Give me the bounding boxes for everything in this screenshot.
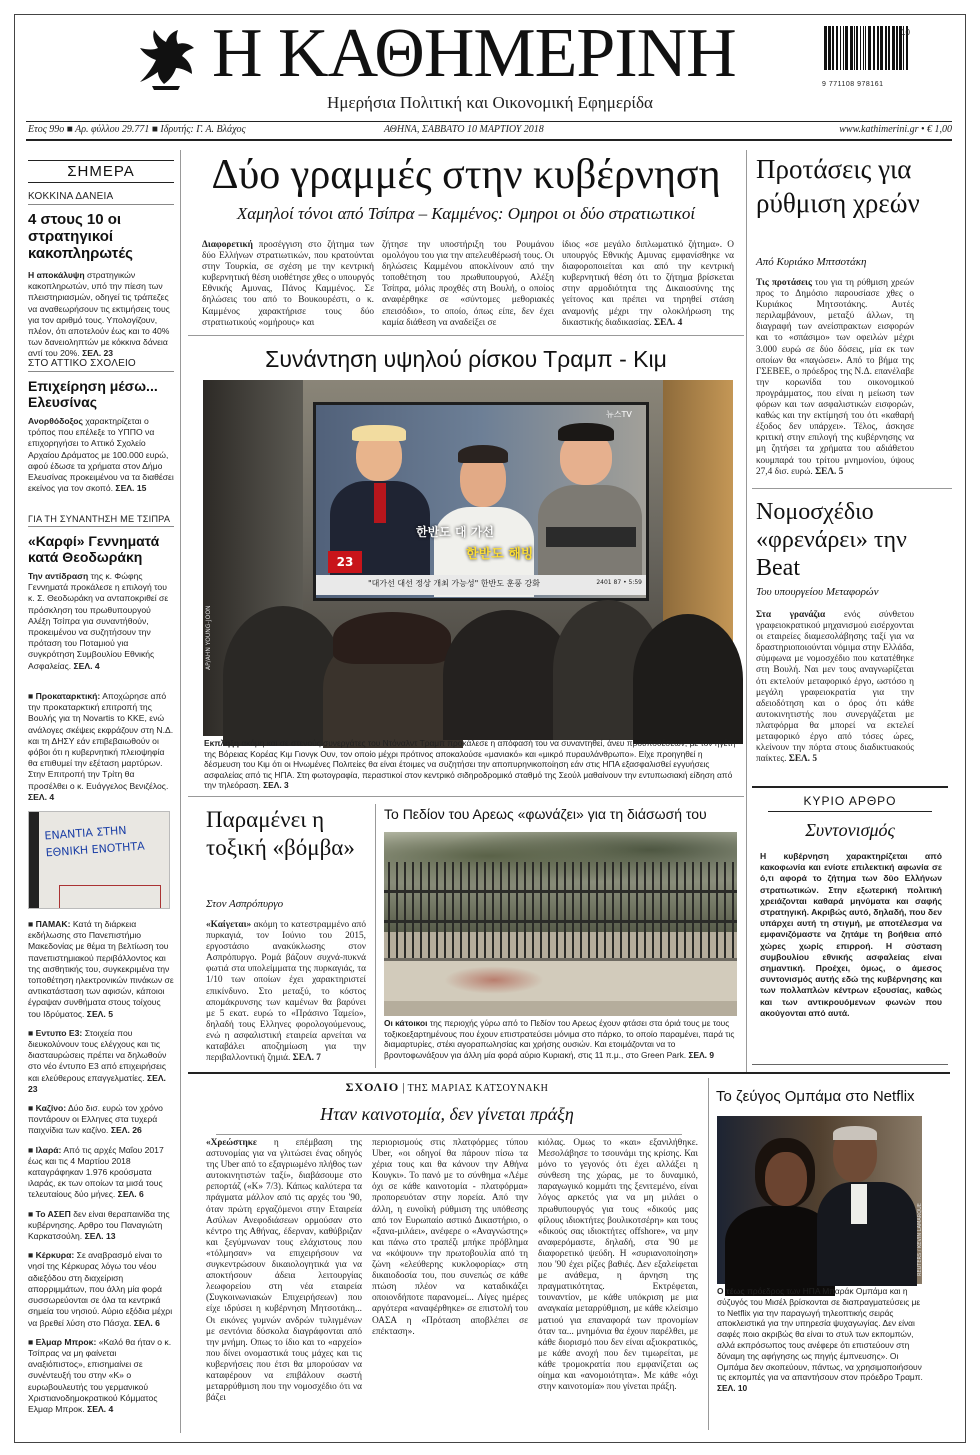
- commentary-column: περιορισμούς στις πλατφόρμες τύπου Uber, «οι οδηγοί θα πάρουν πίσω τα χέρια τους και θα κάνουν την Αθήνα Κουγκι». Το πανό με το σύνθημα «Λέμε όχι σε κάθε καινοτομία - πλατφόρμα» προπορευόταν στην πορεία. Από την άλλη, η ευνοϊκή ρύθμιση της υπόθεσης από τον Ευρωπαίο αστικό Δικαστήριο, ο «ξανα-μιλάει», ανέφερε ο «Αναγνώστης» και πάνω στο τραπέζι μπήκε πρόβλημα να «κόψουν» την πρωτοβουλία από τη ζώνη «ελεύθερης κυκλοφορίας» στη δικαιοδοσία του, που συνεπώς σε κάθε πτώση πλέον να καταδικάζει οποιονδήποτε παρανομεί... Λίγες ημέρες αργότερα «αναφέρθηκε» σε επιστολή του ΟΑΣΑ η «Πρόταση αποβλέπει σε επέκταση».: [372, 1138, 528, 1337]
- sidebar: [28, 148, 174, 1433]
- park-text: της περιοχής γύρω από το Πεδίον του Αρεως έχουν φτάσει στα όριά τους με τους τοξικοεξαρτημένους που έχουν επιστρατεύσει μόνιμα στο πάρκο, το οποίο παραμένει, παρά τις διαμαρτυρίες, στέκι αγοραπωλησίας και χρήσης ουσιών. Και ετοιμάζονται να το βροντοφωνάξουν για άλλη μία φορά αύριο Κυριακή, στις 11 π.μ., στο Green Park.: [384, 1018, 735, 1060]
- mid-divider: [375, 804, 376, 1068]
- bullet-icon: ■: [28, 919, 36, 929]
- sidebar-text: [28, 416, 174, 506]
- bullet-icon: ■: [28, 1250, 36, 1261]
- masthead-title: Η ΚΑΘΗΜΕΡΙΝΗ: [212, 15, 736, 92]
- editorial-kicker: ΚΥΡΙΟ ΑΡΘΡΟ: [768, 794, 932, 812]
- mid-text: ακόμη το κατεστραμμένο από πυρκαγιά, τον Ιούνιο του 2015, εργοστάσιο ανακύκλωσης στον Ασπρόπυργο. Ρομά βάζουν συχνά-πυκνά φωτιά στα υπολείμματα της πυρκαγιάς, τα 1/10 των οποίων έχει χαρακτηριστεί επικίνδυνο. Στο μεταξύ, το κόστος απομάκρυνσης των καμένων θα βαρύνει με 5 εκατ. ευρώ το «Πράσινο Ταμείο», δηλαδή τους Ελληνες φορολογούμενους, ενώ η ασφαλιστική εταιρεία αρνείται να καταβάλει αποζημίωση για την περιβαλλοντική ζημιά.: [206, 920, 367, 1064]
- fence-bar: [580, 862, 582, 962]
- fence-bar: [484, 862, 486, 962]
- tv-screen: [313, 402, 649, 601]
- lead-column: [562, 240, 734, 328]
- barcode-bar: [888, 26, 890, 70]
- commentary-column: [206, 1138, 362, 1430]
- sidebar-bullet: [28, 1209, 174, 1243]
- fence-bar: [716, 862, 718, 962]
- bullet-ref: ΣΕΛ. 4: [87, 1403, 114, 1414]
- sidebar-kicker: ΣΤΟ ΑΤΤΙΚΟ ΣΧΟΛΕΙΟ: [28, 358, 174, 372]
- netflix-headline: Το ζεύγος Ομπάμα στο Netflix: [716, 1088, 915, 1105]
- sidebar-bullet: [28, 1337, 174, 1415]
- right-rule: [752, 488, 952, 489]
- barcode-bar: [877, 26, 879, 70]
- sidebar-bullet: [28, 1103, 174, 1137]
- barcode-bar: [845, 26, 848, 70]
- commentary-sep: |: [402, 1080, 408, 1094]
- right-lead: Στα γρανάζια: [756, 610, 826, 620]
- fence-bar: [604, 862, 606, 962]
- person-man: [817, 1126, 917, 1286]
- bullet-lead: Κέρκυρα:: [35, 1250, 75, 1261]
- bullet-lead: Προκαταρκτική:: [35, 691, 101, 701]
- graffiti-line: ΕΝΑΝΤΙΑ ΣΤΗΝ: [44, 823, 127, 843]
- bullet-body: Δύο δισ. ευρώ τον χρόνο ποντάρουν οι Ελληνες στα τυχερά παιχνίδια των καζίνο.: [28, 1103, 163, 1136]
- caption-lead: Εκπληξη: [204, 738, 239, 748]
- tv-ticker: "대가선 대선 정상 개최 가능성" 한반도 훈풍 강화: [368, 579, 540, 588]
- bullet-icon: ■: [28, 1144, 36, 1155]
- fence-bar: [628, 862, 630, 962]
- bullet-body: Στοιχεία που διευκολύνουν τους ελέγχους και τις διασταυρώσεις πρέπει να δηλωθούν στο νέο έντυπο Ε3 από επιχειρήσεις και ελεύθερους επαγγελματίες.: [28, 1027, 167, 1083]
- sidebar-kicker: ΓΙΑ ΤΗ ΣΥΝΑΝΤΗΣΗ ΜΕ ΤΣΙΠΡΑ: [28, 514, 174, 527]
- sidebar-lead: Ανορθόδοξος: [28, 416, 84, 426]
- fence-bar: [540, 862, 542, 962]
- fence-bar: [564, 862, 566, 962]
- bullet-lead: ΠΑΜΑΚ:: [35, 919, 71, 929]
- commentary-text: η επέμβαση της αστυνομίας για να γλιτώσει ένας οδηγός της Uber από το εξαγριωμένο πλήθος των αυτοκινητιστών ταξί», διαβάσουμε στο ρεπορτάζ («Κ» 7/3). Κάπως καλύτερα τα πράγματα μάλλον από τις αρχές του '90, όταν πρώτη εργαζόμενοι στην Εταιρεία Ασύλων Ανεφοδιάσεων ορμούσαν στο κέντρο της Αθήνας, έδερναν, καθύβριζαν και ξεγύμνωναν τους ελάχιστους που «τόλμησαν» να επιχειρήσουν να συγκεντρώσουν δικαιολογητικά για να αποκτήσουν άδεια λειτουργίας λεωφορείου στη νέα εταιρεία (Συγκοινωνιακών Επιχειρήσεων) που είχε ιδρύσει η κυβέρνηση Μητσοτάκη... Οι εικόνες γυμνών ανδρών τυλιγμένων με σεντόνια δύσκολα διαγράφονται από την μνήμη. Οπως το ίδιο και το «αρχείο» που δίνει ονομαστικά τους μάχες και τις κυβερνήσεις που έτσι θα μπορούσαν να καταφέρουν να επιβάλουν σωστή μεταρρύθμιση που την νομοσχέδιο ότι να βάζει: [206, 1138, 362, 1404]
- sidebar-title: «Καρφί» Γεννηματά κατά Θεοδωράκη: [28, 533, 160, 565]
- fence-bar: [508, 862, 510, 962]
- commentary-author: ΤΗΣ ΜΑΡΙΑΣ ΚΑΤΣΟΥΝΑΚΗ: [407, 1083, 549, 1094]
- fence-bar: [636, 862, 638, 962]
- commentary-kicker: ΣΧΟΛΙΟ: [345, 1080, 400, 1094]
- barcode-bar: [863, 26, 864, 70]
- right-ref: ΣΕΛ. 5: [788, 754, 817, 765]
- barcode-bar: [840, 26, 841, 70]
- commentary-label: [190, 1080, 704, 1095]
- bullet-lead: Ελμαρ Μπροκ:: [35, 1336, 97, 1347]
- tv-photo: [203, 380, 733, 736]
- fence-bar: [612, 862, 614, 962]
- mid-byline: Στον Ασπρόπυργο: [206, 898, 284, 910]
- fence-bar: [436, 862, 438, 962]
- barcode-bar: [896, 26, 898, 70]
- masthead-meta-right: www.kathimerini.gr • € 1,00: [839, 124, 952, 135]
- bullet-body: «Καλό θα ήταν ο κ. Τσίπρας να μη φαίνεται αναξιόπιστος», επισημαίνει σε συνέντευξή του στην «Κ» ο ευρωβουλευτής του γερμανικού Χριστιανοδημοκρατικού Κόμματος Ελμαρ Μπροκ.: [28, 1336, 172, 1414]
- fence-bar: [396, 862, 398, 962]
- caption-ref: ΣΕΛ. 3: [263, 780, 289, 791]
- commentary-headline: Ηταν καινοτομία, δεν γίνεται πράξη: [320, 1104, 574, 1124]
- netflix-text: πρόεδρος των ΗΠΑ Μπαράκ Ομπάμα και η σύζυγός του Μισέλ βρίσκονται σε διαπραγματεύσεις με το Netflix για την παραγωγή τηλεοπτικής σειράς αποκλειστικά για την υπηρεσία ψυχαγωγίας. Δεν είναι σαφές ποιο ακριβώς θα είναι το στυλ των εκπομπών, αλλά εκπρόσωπος τους ανέφερε ότι επιστεύουν στη δύναμη της αφήγησης ως πηγής έμπνευσης». Οι Ομπάμα δεν σκοπεύουν, πάντως, να χρησιμοποιήσουν τις εκπομπές για να απαντήσουν στον πρόεδρο Τραμπ.: [717, 1286, 923, 1383]
- netflix-ref: ΣΕΛ. 10: [717, 1383, 748, 1394]
- fence-bar: [588, 862, 590, 962]
- right-ref: ΣΕΛ. 5: [815, 466, 844, 477]
- fence-bar: [388, 862, 390, 962]
- bottom-rule: [188, 1072, 950, 1074]
- photo-rule: [188, 796, 744, 797]
- fence-bar: [660, 862, 662, 962]
- right-text: του για τη ρύθμιση χρεών προς το Δημόσιο παρουσίασε χθες ο Κυριάκος Μητσοτάκης. Αυτές περιλαμβάνουν, μεταξύ άλλων, τη διαγραφή των ανείσπρακτων εισφορών και το «σπάσιμο» των οφειλών μέχρι 3.000 ευρώ σε δύο δόσεις, μία εκ των οποίων θα «παγώσει». Από το βήμα της ΓΣΕΒΕΕ, ο πρόεδρος της Ν.Δ. επανέλαβε την κορωνίδα του οικονομικού προγράμματος, που είναι η μείωση των φόρων και των ασφαλιστικών εισφορών, καθώς και την εκτίμησή του ότι «καθαρή έξοδος δεν υπάρχει». Τέλος, άσκησε κριτική στην επιλογή της κυβέρνησης να μη ζητήσει τα χρήματα του αδιάθετου κουμπαρά του τρίτου μνημονίου, ύψους 27,4 δισ. ευρώ.: [756, 278, 915, 477]
- bullet-lead: Ιλαρά:: [35, 1144, 62, 1155]
- fence-bar: [492, 862, 494, 962]
- person-center: [434, 445, 534, 595]
- right-lead: Τις προτάσεις: [756, 278, 812, 288]
- fence-bar: [732, 862, 734, 962]
- fence-bar: [572, 862, 574, 962]
- masthead-meta-left: Ετος 99ο ■ Αρ. φύλλου 29.771 ■ Ιδρυτής: Γ. Α. Βλάχος: [28, 124, 246, 135]
- bullet-ref: ΣΕΛ. 23: [28, 1072, 166, 1094]
- graffiti-mark: [444, 966, 544, 994]
- bullet-ref: ΣΕΛ. 4: [28, 791, 55, 802]
- fence-bar: [684, 862, 686, 962]
- bullet-icon: ■: [28, 1027, 36, 1038]
- bullet-body: Κατά τη διάρκεια εκδήλωσης στο Πανεπιστήμιο Μακεδονίας με θέμα τη βελτίωση του πανεπιστημιακού περιβάλλοντος και της αισθητικής του, συγκεκριμένα την τοποθέτηση ηλεκτρονικών πινάκων σε αντικατάσταση των αφισών, κάποιοι έγραψαν συνθήματα στους τοίχους του Ιδρύματος.: [28, 919, 174, 1019]
- park-headline: Το Πεδίον του Αρεως «φωνάζει» για τη διάσωσή του: [384, 806, 707, 822]
- sidebar-bullet: [28, 1145, 174, 1201]
- sidebar-divider: [180, 150, 181, 1433]
- right-text: ενός σύνθετου γραφειοκρατικού μηχανισμού εισέρχονται οι εταιρείες διαμεσολάβησης ταξί για να δραστηριοποιούνται νόμιμα στην Ελλάδα, σύμφωνα με νομοσχέδιο που κατατέθηκε στη Βουλή. Ναι μεν τους αναγνωρίζεται ότι εκτελούν μεταφορικό έργο, ωστόσο η μεγάλη γραφειοκρατία για την αδειοδότηση και ο όρος ότι κάθε αυτοκινητιστής που συνεργάζεται με πλατφόρμα θα μπορεί να εκτελεί μεταφορικό έργο από τόσες ώρες, κλείνουν την πόρτα στους διαδικτυακούς παίκτες.: [756, 610, 914, 765]
- fence-wall: [384, 958, 737, 1001]
- lead-column: [202, 240, 375, 328]
- bullet-ref: ΣΕΛ. 6: [117, 1189, 144, 1200]
- tv-channel-badge: 23: [328, 551, 362, 573]
- masthead-rule-top: [26, 121, 952, 122]
- lead-headline: Δύο γραμμές στην κυβέρνηση: [211, 152, 721, 198]
- fence-bar: [596, 862, 598, 962]
- sidebar-item: [28, 191, 174, 359]
- fence-bar: [708, 862, 710, 962]
- tv-ticker-bar: [316, 575, 646, 595]
- barcode-bar: [843, 26, 844, 70]
- bullet-ref: ΣΕΛ. 13: [84, 1231, 116, 1242]
- sidebar-body: της κ. Φώφης Γεννηματά προκάλεσε η επιλογή του κ. Σ. Θεοδωράκη να ανταποκριθεί σε πρόσκληση του πρωθυπουργού Αλέξη Τσίπρα για συναντήθούν, προκειμένου να συζητήσουν την πρόταση του Ποταμιού για συγκρότηση Συμβουλίου Εθνικής Ασφαλείας.: [28, 571, 169, 671]
- bullet-lead: Καζίνο:: [35, 1103, 67, 1114]
- barcode-bar: [856, 26, 858, 70]
- barcode-bar: [850, 26, 853, 70]
- right-divider: [746, 150, 747, 1072]
- barcode-bar: [880, 26, 883, 70]
- mid-ref: ΣΕΛ. 7: [292, 1053, 321, 1064]
- red-object: [59, 885, 161, 908]
- bullet-ref: ΣΕΛ. 5: [86, 1008, 113, 1019]
- park-ref: ΣΕΛ. 9: [688, 1049, 714, 1060]
- tv-time: 2401 87 • 5:59: [596, 579, 642, 586]
- caption-body: ακόμη και σε στενούς συνεργάτες του Ντόναλντ Τραμπ προκάλεσε η απόφασή του να συναντηθεί, άνευ προϋποθέσεων, με τον ηγέτη της Βόρειας Κορέας Κιμ Γιονγκ Ουν, τον οποίο μέχρι πρότινος αποκαλούσε «μανιακό» και «μικρό πυραυλάνθρωπο». Είχε προηγηθεί η δέσμευση του Κιμ ότι οι Ηνωμένες Πολιτείες θα είναι έτοιμες να συζητήσει την αποπυρηνικοποίηση εάν στις ΗΠΑ εξασφαλισθεί εγγυήσεις ασφαλείας από τις ΗΠΑ. Στη φωτογραφία, περαστικοί στον κεντρικό σιδηροδρομικό σταθμό της Σεούλ μαθαίνουν την εντυπωσιακή είδηση από την τηλεόραση.: [204, 738, 736, 791]
- photo-credit: REUTERS / KEVIN LAMARQUE: [917, 1203, 923, 1276]
- person-right: [536, 423, 644, 573]
- phoenix-emblem-icon: [130, 24, 202, 92]
- photo-headline: Συνάντηση υψηλού ρίσκου Τραμπ - Κιμ: [265, 346, 667, 372]
- fence-bar: [556, 862, 558, 962]
- fence-bar: [500, 862, 502, 962]
- bullet-icon: ■: [28, 1208, 36, 1219]
- fence-bar: [404, 862, 406, 962]
- fence-bar: [676, 862, 678, 962]
- fence-rail: [384, 890, 737, 893]
- tv-caption: 한반도 해빙: [466, 547, 534, 562]
- park-caption: [384, 1018, 738, 1064]
- right-headline: Προτάσεις για ρύθμιση χρεών: [756, 154, 920, 218]
- fence-rail: [384, 920, 737, 923]
- masthead-subtitle: Ημερήσια Πολιτική και Οικονομική Εφημερίδα: [327, 93, 653, 112]
- barcode-bar: [873, 26, 875, 70]
- fence-bar: [444, 862, 446, 962]
- barcode-bar: [828, 26, 831, 70]
- sidebar-kicker: ΚΟΚΚΙΝΑ ΔΑΝΕΙΑ: [28, 191, 174, 205]
- fence-bar: [452, 862, 454, 962]
- bullet-ref: ΣΕΛ. 26: [110, 1125, 142, 1136]
- bullet-icon: ■: [28, 1336, 36, 1347]
- sidebar-title: Επιχείρηση μέσω... Ελευσίνας: [28, 378, 158, 410]
- barcode-bar: [868, 26, 871, 70]
- mid-body: [206, 920, 366, 1066]
- logo-emblem: [130, 24, 202, 92]
- sidebar-title: 4 στους 10 οι στρατηγικοί κακοπληρωτές: [28, 211, 133, 262]
- netflix-divider: [708, 1078, 709, 1430]
- lead-rule: [188, 335, 744, 336]
- sidebar-photo: [28, 811, 170, 909]
- lead-column: ζήτησε την υποστήριξη του Ρουμάνου ομολόγου του για την απελευθέρωσή τους. Οι δηλώσεις Καμμένου αποκλίνουν από την τοποθέτηση του πρωθυπουργού, Αλέξη Τσίπρα, μόλις προχθές στη Βουλή, ο οποίος αναφέρθηκε σε «σύντομες μεθοριακές επεισόδιο», το οποίο, όπως είπε, δεν έχει καμία διάθεση να αναδείξει σε: [382, 240, 554, 328]
- bullet-body: Από τις αρχές Μαΐου 2017 έως και τις 4 Μαρτίου 2018 καταγράφηκαν 1.976 κρούσματα ιλαράς, εκ των οποίων τα μισά τους τελευταίους δύο μήνες.: [28, 1144, 164, 1200]
- sidebar-text: [28, 270, 174, 359]
- bullet-lead: Το ΑΣΕΠ: [35, 1208, 71, 1219]
- editorial-body: Η κυβέρνηση χαρακτηρίζεται από κακοφωνία και ενίοτε επιλεκτική αφωνία σε ό,τι αφορά το ζήτημα των δύο Ελλήνων στρατιωτικών. Στην εξωτερική πολιτική χρειάζονται καθαρά μηνύματα και σαφής στρατηγική. Ακριβώς αυτό, δηλαδή, που δεν υπάρχει αυτή τη στιγμή, με αποτέλεσμα να εμφανιζόμαστε να ζητάμε τη βοήθεια από χώρες χωρίς επιρροή. Η σύσταση συμβουλίου εθνικής ασφαλείας είναι σημαντική. Προέχει, όμως, ο άμεσος συντονισμός αυτής εδώ της κυβέρνησης και των πολλαπλών κέντρων εξουσίας, καθώς και των αντικρουόμενων φωνών που ακούγονται από αυτά.: [760, 851, 942, 1018]
- barcode-bar: [860, 26, 861, 70]
- sidebar-lead: Η αποκάλυψη: [28, 270, 85, 280]
- masthead-meta-center: ΑΘΗΝΑ, ΣΑΒΒΑΤΟ 10 ΜΑΡΤΙΟΥ 2018: [384, 124, 544, 135]
- fence-bar: [532, 862, 534, 962]
- barcode-bar: [832, 26, 834, 70]
- netflix-body: [717, 1286, 923, 1428]
- obama-photo: [717, 1116, 922, 1284]
- fence-bar: [476, 862, 478, 962]
- right-byline: Του υπουργείου Μεταφορών: [756, 586, 879, 598]
- lead-ref: ΣΕΛ. 4: [653, 317, 683, 328]
- fence-bar: [620, 862, 622, 962]
- barcode-bar: [836, 26, 838, 70]
- fence-bar: [644, 862, 646, 962]
- sidebar-bullet: [28, 691, 174, 803]
- fence-bar: [700, 862, 702, 962]
- sidebar-header: ΣΗΜΕΡΑ: [28, 160, 174, 183]
- sidebar-ref: ΣΕΛ. 15: [115, 483, 147, 494]
- fence-bar: [428, 862, 430, 962]
- editorial-headline: Συντονισμός: [805, 820, 895, 840]
- bullet-ref: ΣΕΛ. 6: [133, 1317, 160, 1328]
- tv-logo: 뉴스TV: [606, 410, 632, 419]
- fence-bar: [460, 862, 462, 962]
- park-lead: Οι κάτοικοι: [384, 1018, 428, 1028]
- sidebar-body: στρατηγικών κακοπληρωτών, υπό την πίεση των πλειστηριασμών, οδηγεί τις τράπεζες να αναθεωρήσουν τις εκτιμήσεις τους για τον αριθμό τους. Υπολογίζουν, πλέον, ότι αποτελούν έως και το 40% των δανειοληπτών με κόκκινα δάνεια αντί του 20%.: [28, 270, 170, 359]
- mid-headline: Παραμένει η τοξική «βόμβα»: [206, 807, 355, 860]
- right-body: [756, 610, 914, 770]
- fence-bar: [668, 862, 670, 962]
- park-photo: [384, 832, 737, 1016]
- tv-caption: 한반도 대 가선: [416, 525, 494, 539]
- bullet-body: Αποχώρησε από την προκαταρκτική επιτροπή της Βουλής για τη Novartis το ΚΚΕ, ενώ ανάλογες σκέψεις εκφράζουν στη Ν.Δ. και τη ΔΗΣΥ εάν επιβεβαιωθούν οι φόβοι ότι η κυβερνητική πλειοψηφία θα επιθυμεί την εξέταση μαρτύρων. Στην Επιτροπή την Τρίτη θα προσέλθει ο κ. Ευάγγελος Βενιζέλος.: [28, 691, 174, 791]
- fence-bar: [524, 862, 526, 962]
- commentary-lead: «Χρεώστηκε: [206, 1138, 257, 1148]
- fence-bar: [468, 862, 470, 962]
- lead-body: ίδιος «σε μεγάλο διπλωματικό ζήτημα». Ο υπουργός Εθνικής Αμυνας εμφανίσθηκε να διαφοροποιείται και από την κεντρική κυβερνητική θέση ότι το ζήτημα βρίσκεται στην αρμοδιότητα της Δικαιοσύνης της γείτονος και πρέπει να τηρηθεί στάση αναμονής μέχρι την ολοκλήρωση της δικαστικής διαδικασίας.: [562, 240, 734, 328]
- crowd-head: [633, 614, 743, 744]
- sidebar-ref: ΣΕΛ. 23: [82, 348, 114, 359]
- right-headline: Νομοσχέδιο «φρενάρει» την Beat: [756, 499, 907, 581]
- barcode-bar: [824, 26, 827, 70]
- sidebar-item: [28, 514, 174, 683]
- crowd-cap: [333, 612, 451, 664]
- masthead-rule-bottom: [26, 139, 952, 141]
- lead-body: προσέγγιση στο ζήτημα των δύο Ελλήνων στρατιωτικών, που κρατούνται στην Τουρκία, σε σχέση με την κεντρική κυβερνητική θέση υιοθέτησε χθες ο υπουργός Εθνικής Αμυνας, Πάνος Καμμένος. Σε δηλώσεις του από το Βουκουρέστι, ο κ. Καμμένος χαρακτήρισε τους δύο στρατιωτικούς «ομήρους» και: [202, 240, 375, 328]
- sidebar-ref: ΣΕΛ. 4: [73, 660, 100, 671]
- barcode-issue: 10: [901, 28, 910, 37]
- photo-edge: [29, 812, 39, 908]
- sidebar-bullet-list: [28, 919, 174, 1415]
- sidebar-item: [28, 358, 174, 506]
- lead-subhead: Χαμηλοί τόνοι από Τσίπρα – Καμμένος: Ομηροι οι δύο στρατιωτικοί: [236, 204, 696, 223]
- right-body: [756, 278, 914, 476]
- mid-lead: «Καίγεται»: [206, 920, 252, 930]
- bullet-lead: Εντυπο Ε3:: [35, 1027, 83, 1038]
- barcode-bar: [865, 26, 866, 70]
- sidebar-text: [28, 571, 174, 683]
- graffiti-line: ΕΘΝΙΚΗ ΕΝΟΤΗΤΑ: [45, 839, 146, 860]
- sidebar-body: χαρακτηρίζεται ο τρόπος που επέλεξε το ΥΠΠΟ να επιχορηγήσει το Αττικό Σχολείο Αρχαίου Δράματος με 100.000 ευρώ, αφού έδωσε τα χρήματα στον Δήμο Ελευσίνας προκειμένου να τα διαθέσει εκείνος για τον σκοπό.: [28, 416, 174, 494]
- netflix-lead: Ο τέως: [717, 1286, 745, 1296]
- iron-fence: [384, 862, 737, 962]
- sidebar-lead: Την αντίδραση: [28, 571, 89, 581]
- photo-credit: AP/AHN YOUNG-JOON: [205, 605, 212, 670]
- fence-bar: [516, 862, 518, 962]
- fence-bar: [548, 862, 550, 962]
- bullet-body: Σε αναβρασμό είναι το νησί της Κέρκυρας λόγω του νέου αδιεξόδου στη διαχείριση απορριμμάτων, που άλλη μία φορά συσσωρεύονται σε όλα τα κεντρικά σημεία του νησιού. Αύριο εξόδια μέχρι να βρεθεί λύση στο Πάσχα.: [28, 1250, 173, 1328]
- commentary-rule: [216, 1134, 682, 1135]
- fence-bar: [412, 862, 414, 962]
- fence-bar: [724, 862, 726, 962]
- bullet-body: δεν είναι θεραπαινίδα της κυβέρνησης. Αρθρο του Παναγιώτη Καρκατσούλη.: [28, 1208, 170, 1242]
- sidebar-bullet: [28, 919, 174, 1020]
- fence-bar: [420, 862, 422, 962]
- fence-bar: [692, 862, 694, 962]
- sidebar-bullet: [28, 1028, 174, 1095]
- lead-lead: Διαφορετική: [202, 240, 253, 250]
- bullet-icon: ■: [28, 691, 36, 701]
- editorial-box: [752, 786, 948, 1065]
- barcode-bar: [892, 26, 895, 70]
- barcode-bar: [885, 26, 887, 70]
- photo-caption: [204, 738, 736, 791]
- sidebar-bullet: [28, 1250, 174, 1328]
- barcode-digits: 9 771108 978161: [822, 81, 884, 88]
- commentary-column: κιόλας. Ομως το «και» εξανιλήθηκε. Μεσολάβησε το τσουνάμι της κρίσης. Και μόνο το γεγονός ότι έχει αλλάξει η σύνθεση της χώρας, με το δυναμικό, παραγωγικό κομμάτι της ξενιτεμένο, είναι λόγος αρκετός για να μη μιλάει ο πρωθυπουργός για τους «δικούς μας φίλους ιδιοκτήτες βουλικοτσέρη» και τους «δικούς σας ιδιοκτήτες offshore», να μην αναφερόμαστε, δηλαδή, στα '90 με διαφορετικό ψεύδη. Η «συριανοποίηση» που '90 έχει ρίζες βαθιές. Δεν εξαλείφεται με ανάθεμα, η άρνηση της πραγματικότητας. Εκτρέφεται, τουναντίον, με κάθε υπόκριση με μια αναγκαία μεταρρύθμιση, με κάθε κλείσιμο ματιού για επαναφορά των προνομίων όταν τα... μνημόνια θα έχουν παρέλθει, με κάθε διορισμό που δεν είναι αξιοκρατικός, με κάθε ανοχή που δεν τιμωρείται, με κάθε τρομοκρατία που εμφανίζεται ως οίημα και «ανομοιότητα». Με κάθε «όχι στην καινοτομία» που γίνεται πράξη.: [538, 1138, 698, 1393]
- fence-bar: [652, 862, 654, 962]
- graffiti-text: [44, 821, 145, 862]
- barcode-bar: [854, 26, 855, 70]
- bullet-icon: ■: [28, 1103, 36, 1114]
- right-byline: Από Κυριάκο Μπτσοτάκη: [756, 256, 867, 268]
